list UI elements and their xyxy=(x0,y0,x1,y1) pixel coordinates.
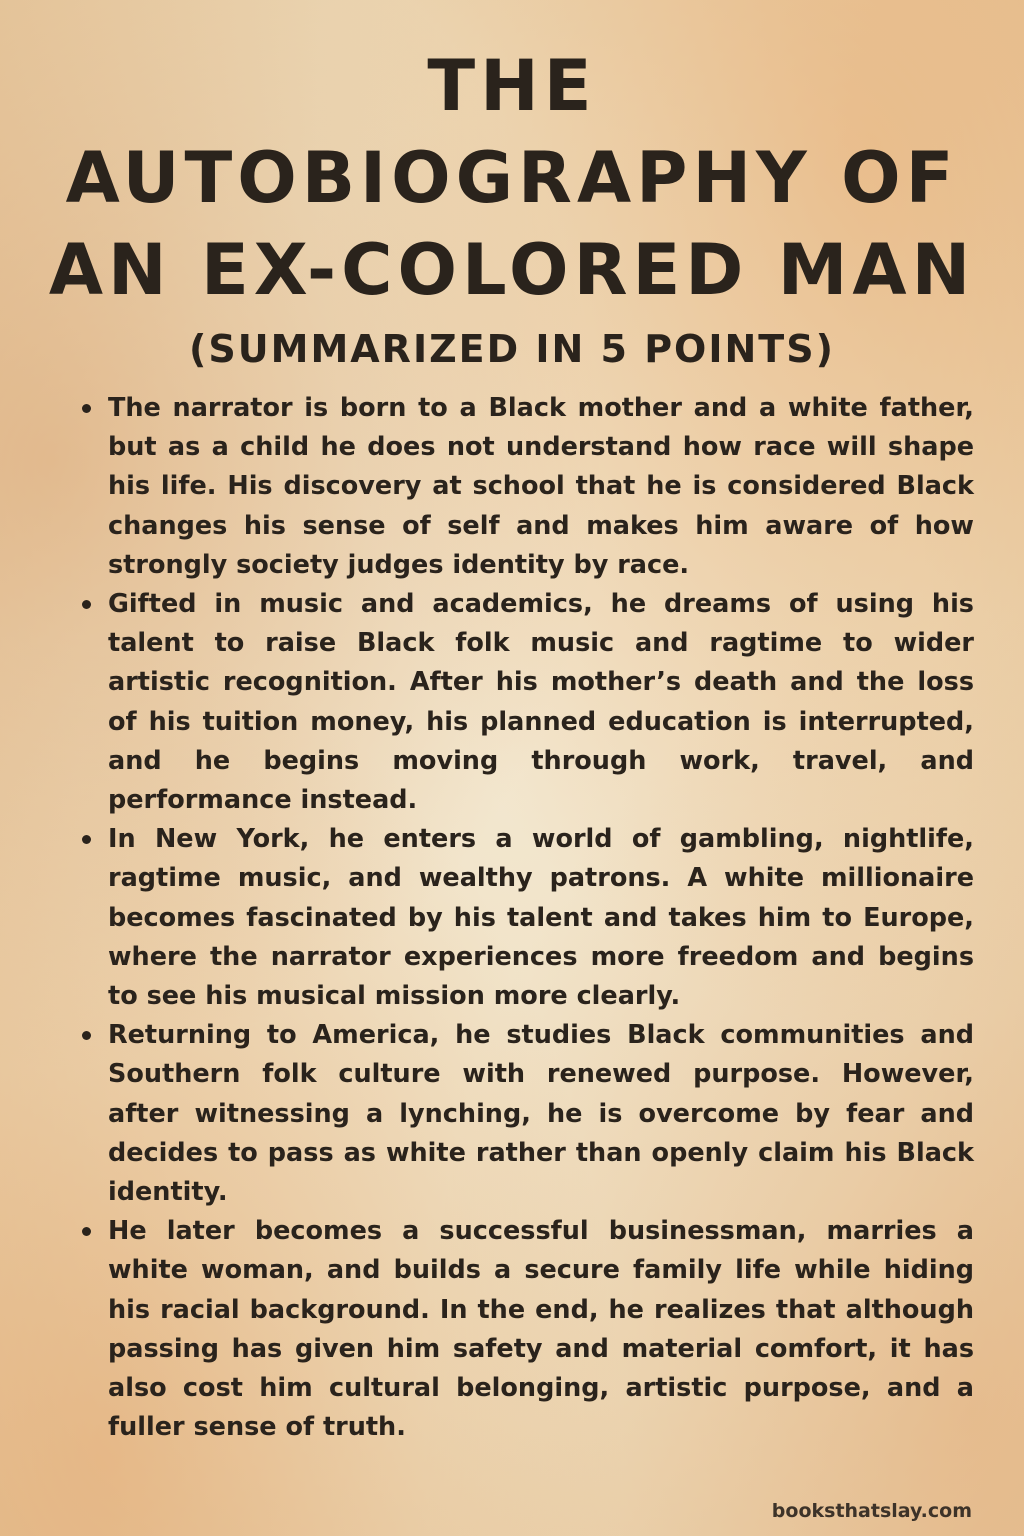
bullet-icon xyxy=(82,600,91,609)
bullet-icon xyxy=(82,835,91,844)
summary-point-text: Returning to America, he studies Black communities and Southern folk culture with renewed purpose. However, after witnessing a lynching, he is overcome by fear and decides to pass as white rather than openly claim his Black identity. xyxy=(108,1020,974,1208)
book-title: THE AUTOBIOGRAPHY OF AN EX-COLORED MAN xyxy=(48,45,976,311)
summary-point-text: In New York, he enters a world of gambling, nightlife, ragtime music, and wealthy patrons. A white millionaire becomes fascinated by his talent and takes him to Europe, where the narrator experiences more freedom and begins to see his musical mission more clearly. xyxy=(108,824,974,1012)
bullet-icon xyxy=(82,1227,91,1236)
bullet-icon xyxy=(82,1031,91,1040)
bullet-icon xyxy=(82,404,91,413)
summary-point-3 xyxy=(80,820,974,1016)
summary-point-5 xyxy=(80,1212,974,1447)
summary-point-2 xyxy=(80,585,974,820)
summary-point-1 xyxy=(80,389,974,585)
website-credit: booksthatslay.com xyxy=(771,1500,972,1522)
summary-point-text: He later becomes a successful businessman, marries a white woman, and builds a secure family life while hiding his racial background. In the end, he realizes that although passing has given him safety and material comfort, it has also cost him cultural belonging, artistic purpose, and a fuller sense of truth. xyxy=(108,1216,974,1443)
summary-point-text: The narrator is born to a Black mother and a white father, but as a child he does not understand how race will shape his life. His discovery at school that he is considered Black changes his sense of self and makes him aware of how strongly society judges identity by race. xyxy=(108,393,974,580)
summary-subtitle: (SUMMARIZED IN 5 POINTS) xyxy=(189,327,835,371)
summary-points-list xyxy=(80,389,974,1447)
summary-point-text: Gifted in music and academics, he dreams of using his talent to raise Black folk music and ragtime to wider artistic recognition. After his mother’s death and the loss of his tuition money, his planned education is interrupted, and he begins moving through work, travel, and performance instead. xyxy=(108,589,974,816)
summary-point-4 xyxy=(80,1016,974,1212)
